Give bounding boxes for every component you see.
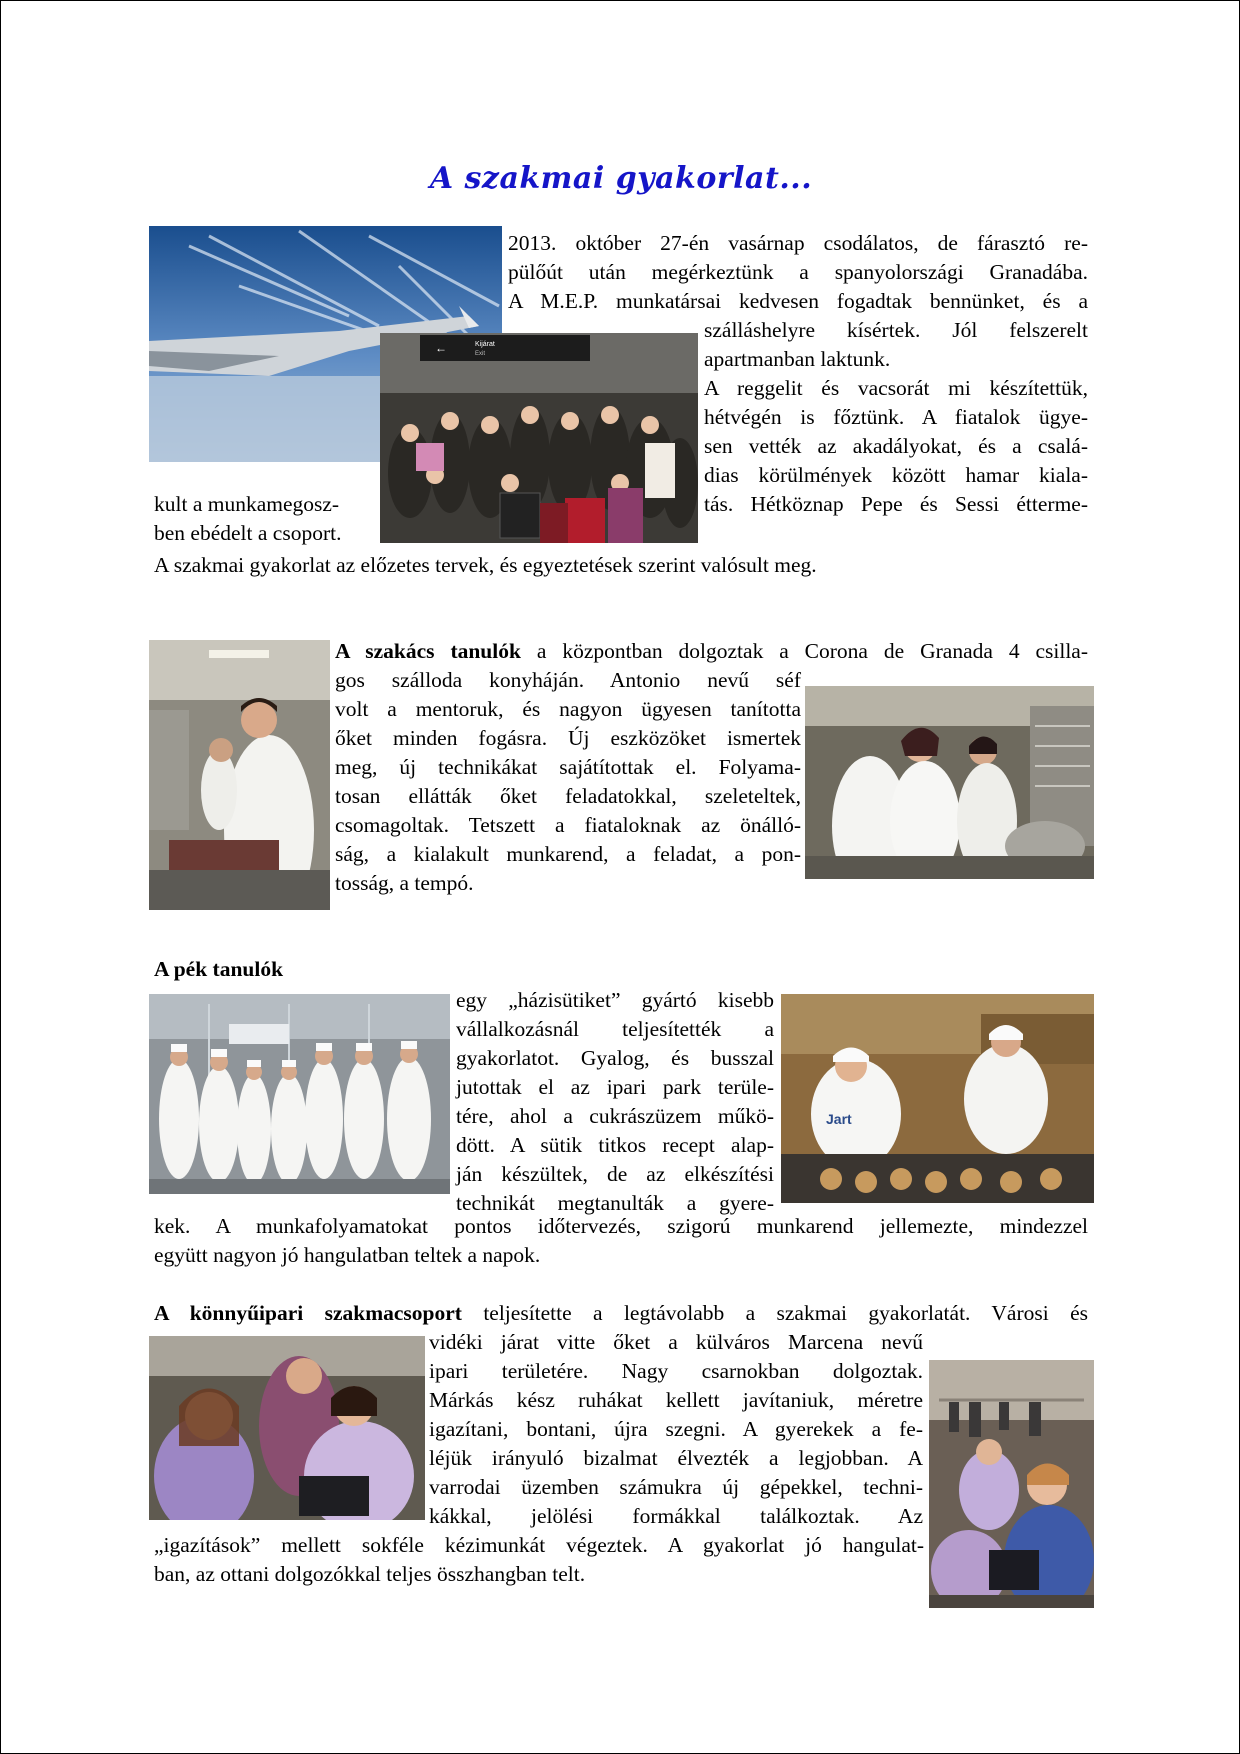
text-line: tosan ellátták őket feladatokkal, szeleteltek,: [335, 784, 801, 808]
section1-left-text: [154, 490, 376, 548]
text-line: tás. Hétköznap Pepe és Sessi étterme-: [704, 492, 1088, 516]
text-line: A reggelit és vacsorát mi készítettük,: [704, 376, 1088, 400]
text-fragment: a központban dolgoztak a Corona de Granada 4 csilla-: [520, 639, 1089, 663]
text-line: vidéki járat vitte őket a külváros Marcena nevű: [429, 1330, 923, 1354]
section3-heading: [154, 955, 454, 984]
text-line: 2013. október 27-én vasárnap csodálatos, de fárasztó re-: [508, 231, 1088, 255]
text-line: ipari területére. Nagy csarnokban dolgoztak.: [429, 1359, 923, 1383]
text-line: gos szálloda konyháján. Antonio nevű séf: [335, 668, 801, 692]
text-line: varrodai üzemben számukra új gépekkel, techni-: [429, 1475, 923, 1499]
text-line: gyakorlatot. Gyalog, és busszal: [456, 1046, 774, 1070]
text-line: vállalkozásnál teljesítették a: [456, 1017, 774, 1041]
text-line: sen vették az akadályokat, és a csalá-: [704, 434, 1088, 458]
text-line: őket minden fogásra. Új eszközöket ismertek: [335, 726, 801, 750]
text-line: dött. A sütik titkos recept alap-: [456, 1133, 774, 1157]
text-line: szálláshelyre kísértek. Jól felszerelt: [704, 318, 1088, 342]
text-fragment: teljesítette a legtávolabb a szakmai gyakorlatát. Városi és: [461, 1301, 1088, 1325]
text-line: apartmanban laktunk.: [704, 347, 891, 371]
text-line: ben ebédelt a csoport.: [154, 521, 342, 545]
section4-text: [154, 1299, 1088, 1328]
photo-sewing-workshop: [929, 1360, 1094, 1608]
photo-bakers-group: [149, 994, 450, 1194]
text-line: ban, az ottani dolgozókkal teljes összhangban telt.: [154, 1562, 586, 1586]
text-line: pülőút után megérkeztünk a spanyolországi Granadába.: [508, 260, 1088, 284]
text-line: tosság, a tempó.: [335, 871, 474, 895]
photo-airport-group: [380, 333, 698, 543]
shirt-logo-text: Jart: [826, 1111, 852, 1127]
section2-heading: A szakács tanulók: [335, 639, 521, 663]
text-line: Márkás kész ruhákat kellett javítaniuk, méretre: [429, 1388, 923, 1412]
text-line: technikát megtanulták a gyere-: [456, 1191, 774, 1215]
photo-kitchen-girls: [805, 686, 1094, 879]
section3-heading-text: A pék tanulók: [154, 957, 284, 981]
section1-narrow-text: [704, 316, 1088, 519]
section4-closing: [154, 1531, 924, 1589]
text-line: meg, új technikákat sajátítottak el. Folyama-: [335, 755, 801, 779]
text-line: dias körülmények között hamar kiala-: [704, 463, 1088, 487]
text-line: jutottak el az ipari park terüle-: [456, 1075, 774, 1099]
text-line: hétvégén is főztünk. A fiatalok ügye-: [704, 405, 1088, 429]
text-line: igazítani, bontani, újra szegni. A gyerekek a fe-: [429, 1417, 923, 1441]
text-line: csomagoltak. Tetszett a fiataloknak az önálló-: [335, 813, 801, 837]
text-line: egy „házisütiket” gyártó kisebb: [456, 988, 774, 1012]
text-line: léjük irányuló bizalmat élvezték a legjobban. A: [429, 1446, 923, 1470]
photo-sewing-girls: [149, 1336, 425, 1520]
section4-heading: A könnyűipari szakmacsoport: [154, 1301, 462, 1325]
text-line: kákkal, jelölési formákkal találkoztak. Az: [429, 1504, 923, 1528]
text-line: [154, 1299, 1088, 1328]
text-line: ján készültek, de az elkészítési: [456, 1162, 774, 1186]
text-line: tére, ahol a cukrászüzem műkö-: [456, 1104, 774, 1128]
section3-closing: [154, 1212, 1088, 1270]
page-title: A szakmai gyakorlat...: [429, 161, 813, 196]
photo-bakers-working: [781, 994, 1094, 1203]
text-line: kek. A munkafolyamatokat pontos időtervezés, szigorú munkarend jellemezte, mindezzel: [154, 1214, 1088, 1238]
section3-text: [456, 986, 774, 1218]
section1-right-text: [508, 229, 1088, 316]
text-line: ság, a kialakult munkarend, a feladat, a pon-: [335, 842, 801, 866]
text-line: volt a mentoruk, és nagyon ügyesen tanította: [335, 697, 801, 721]
photo-chef-cutting: [149, 640, 330, 910]
text-line: kult a munkamegosz-: [154, 492, 340, 516]
text-line: „igazítások” mellett sokféle kézimunkát végeztek. A gyakorlat jó hangulat-: [154, 1533, 924, 1557]
svg-text:←: ←: [435, 341, 447, 355]
section4-narrow-text: [429, 1328, 923, 1531]
text-line: [335, 637, 1088, 666]
airport-sign-text: Kijárat: [475, 341, 495, 348]
text-line: együtt nagyon jó hangulatban teltek a napok.: [154, 1243, 541, 1267]
airport-sign-subtext: Exit: [475, 351, 486, 357]
text-line: A M.E.P. munkatársai kedvesen fogadtak bennünket, és a: [508, 289, 1088, 313]
section1-closing: [154, 551, 1088, 580]
text-line: A szakmai gyakorlat az előzetes tervek, és egyeztetések szerint valósult meg.: [154, 553, 817, 577]
